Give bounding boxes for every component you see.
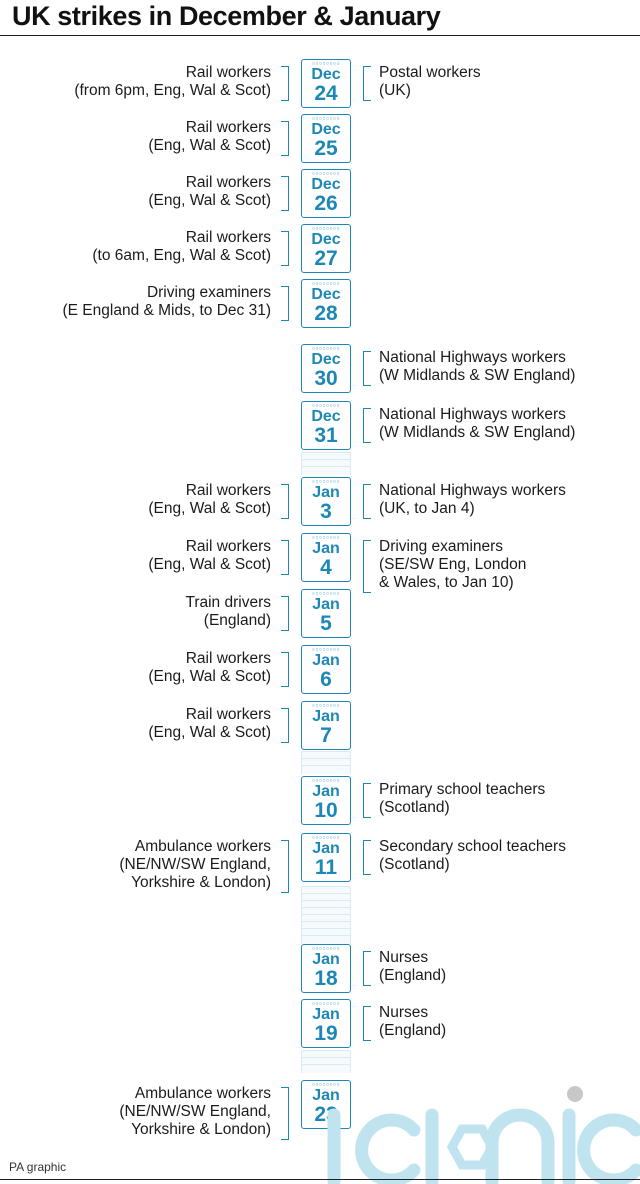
calendar-rings: ○○○○○○○○ xyxy=(311,703,341,709)
right-strike-label: Secondary school teachers (Scotland) xyxy=(379,838,566,873)
date-day: 26 xyxy=(314,192,338,215)
calendar-page-icon xyxy=(301,344,351,393)
right-strike-label: Primary school teachers (Scotland) xyxy=(379,781,546,816)
date-month: Dec xyxy=(311,231,341,248)
calendar-rings: ○○○○○○○○ xyxy=(311,778,341,784)
right-bracket xyxy=(363,351,371,386)
date-day: 19 xyxy=(314,1022,338,1045)
date-day: 30 xyxy=(314,367,338,390)
calendar-rings: ○○○○○○○○ xyxy=(311,479,341,485)
left-strike-label: Rail workers (from 6pm, Eng, Wal & Scot) xyxy=(74,64,271,99)
right-bracket xyxy=(363,484,371,519)
date-day: 10 xyxy=(314,799,338,822)
calendar-rings: ○○○○○○○○ xyxy=(311,346,341,352)
left-strike-label: Rail workers (Eng, Wal & Scot) xyxy=(148,538,271,573)
source-credit: PA graphic xyxy=(9,1160,67,1174)
left-bracket xyxy=(281,121,289,156)
calendar-page-icon xyxy=(301,224,351,273)
date-month: Jan xyxy=(312,951,340,968)
right-strike-label: Postal workers (UK) xyxy=(379,64,481,99)
calendar-page-icon xyxy=(301,169,351,218)
date-month: Jan xyxy=(312,1006,340,1023)
calendar-rings: ○○○○○○○○ xyxy=(311,1001,341,1007)
skipped-day-page xyxy=(301,1064,351,1073)
left-bracket xyxy=(281,231,289,266)
calendar-page-icon xyxy=(301,401,351,450)
page-title: UK strikes in December & January xyxy=(12,1,441,31)
right-strike-label: National Highways workers (W Midlands & SW England) xyxy=(379,349,576,384)
right-bracket xyxy=(363,1006,371,1041)
right-bracket xyxy=(363,66,371,101)
left-strike-label: Rail workers (Eng, Wal & Scot) xyxy=(148,482,271,517)
left-strike-label: Ambulance workers (NE/NW/SW England, Yorkshire & London) xyxy=(119,1085,271,1138)
date-day: 11 xyxy=(314,856,338,879)
right-strike-label: National Highways workers (W Midlands & SW England) xyxy=(379,406,576,441)
right-strike-label: National Highways workers (UK, to Jan 4) xyxy=(379,482,566,517)
left-bracket xyxy=(281,540,289,575)
calendar-rings: ○○○○○○○○ xyxy=(311,281,341,287)
calendar-rings: ○○○○○○○○ xyxy=(311,946,341,952)
date-day: 6 xyxy=(320,668,332,691)
footer-rule xyxy=(0,1179,640,1180)
left-strike-label: Train drivers (England) xyxy=(185,594,271,629)
date-day: 7 xyxy=(320,724,332,747)
left-bracket xyxy=(281,286,289,321)
right-bracket xyxy=(363,783,371,818)
calendar-rings: ○○○○○○○○ xyxy=(311,403,341,409)
left-strike-label: Ambulance workers (NE/NW/SW England, Yorkshire & London) xyxy=(119,838,271,891)
calendar-rings: ○○○○○○○○ xyxy=(311,647,341,653)
left-bracket xyxy=(281,1087,289,1140)
calendar-page-icon xyxy=(301,59,351,108)
calendar-rings: ○○○○○○○○ xyxy=(311,591,341,597)
calendar-rings: ○○○○○○○○ xyxy=(311,835,341,841)
date-month: Jan xyxy=(312,652,340,669)
left-bracket xyxy=(281,176,289,211)
calendar-page-icon xyxy=(301,776,351,825)
right-bracket xyxy=(363,840,371,875)
left-strike-label: Rail workers (Eng, Wal & Scot) xyxy=(148,706,271,741)
calendar-page-icon xyxy=(301,589,351,638)
date-month: Jan xyxy=(312,596,340,613)
date-day: 31 xyxy=(314,424,338,447)
date-day: 18 xyxy=(314,967,338,990)
date-month: Dec xyxy=(311,408,341,425)
right-bracket xyxy=(363,951,371,986)
left-bracket xyxy=(281,484,289,519)
date-month: Dec xyxy=(311,121,341,138)
calendar-page-icon xyxy=(301,645,351,694)
date-day: 3 xyxy=(320,500,332,523)
left-bracket xyxy=(281,708,289,743)
date-month: Jan xyxy=(312,484,340,501)
calendar-page-icon xyxy=(301,999,351,1048)
left-bracket xyxy=(281,596,289,631)
skipped-day-page xyxy=(301,765,351,774)
iconic-watermark-logo xyxy=(322,1085,640,1184)
calendar-rings: ○○○○○○○○ xyxy=(311,61,341,67)
date-day: 24 xyxy=(314,82,338,105)
right-bracket xyxy=(363,408,371,443)
left-strike-label: Rail workers (Eng, Wal & Scot) xyxy=(148,650,271,685)
calendar-rings: ○○○○○○○○ xyxy=(311,226,341,232)
right-strike-label: Nurses (England) xyxy=(379,949,447,984)
right-strike-label: Nurses (England) xyxy=(379,1004,447,1039)
calendar-page-icon xyxy=(301,701,351,750)
date-month: Dec xyxy=(311,351,341,368)
left-bracket xyxy=(281,652,289,687)
date-month: Jan xyxy=(312,840,340,857)
skipped-day-page xyxy=(301,466,351,475)
date-day: 25 xyxy=(314,137,338,160)
calendar-rings: ○○○○○○○○ xyxy=(311,171,341,177)
left-strike-label: Rail workers (Eng, Wal & Scot) xyxy=(148,119,271,154)
date-month: Jan xyxy=(312,708,340,725)
calendar-page-icon xyxy=(301,833,351,882)
calendar-page-icon xyxy=(301,114,351,163)
date-day: 5 xyxy=(320,612,332,635)
calendar-rings: ○○○○○○○○ xyxy=(311,1082,341,1088)
date-month: Jan xyxy=(312,783,340,800)
calendar-page-icon xyxy=(301,533,351,582)
right-bracket xyxy=(363,540,371,593)
calendar-rings: ○○○○○○○○ xyxy=(311,116,341,122)
left-bracket xyxy=(281,840,289,893)
left-strike-label: Driving examiners (E England & Mids, to Dec 31) xyxy=(62,284,271,319)
date-month: Dec xyxy=(311,176,341,193)
date-month: Jan xyxy=(312,540,340,557)
date-month: Dec xyxy=(311,66,341,83)
calendar-rings: ○○○○○○○○ xyxy=(311,535,341,541)
calendar-page-icon xyxy=(301,944,351,993)
calendar-page-icon xyxy=(301,477,351,526)
date-month: Dec xyxy=(311,286,341,303)
date-day: 4 xyxy=(320,556,332,579)
date-day: 27 xyxy=(314,247,338,270)
date-month: Jan xyxy=(312,1087,340,1104)
calendar-page-icon xyxy=(301,279,351,328)
date-day: 28 xyxy=(314,302,338,325)
left-strike-label: Rail workers (Eng, Wal & Scot) xyxy=(148,174,271,209)
skipped-day-page xyxy=(301,935,351,944)
left-strike-label: Rail workers (to 6am, Eng, Wal & Scot) xyxy=(92,229,271,264)
date-day: 23 xyxy=(314,1103,338,1126)
right-strike-label: Driving examiners (SE/SW Eng, London & Wales, to Jan 10) xyxy=(379,538,527,591)
left-bracket xyxy=(281,66,289,101)
